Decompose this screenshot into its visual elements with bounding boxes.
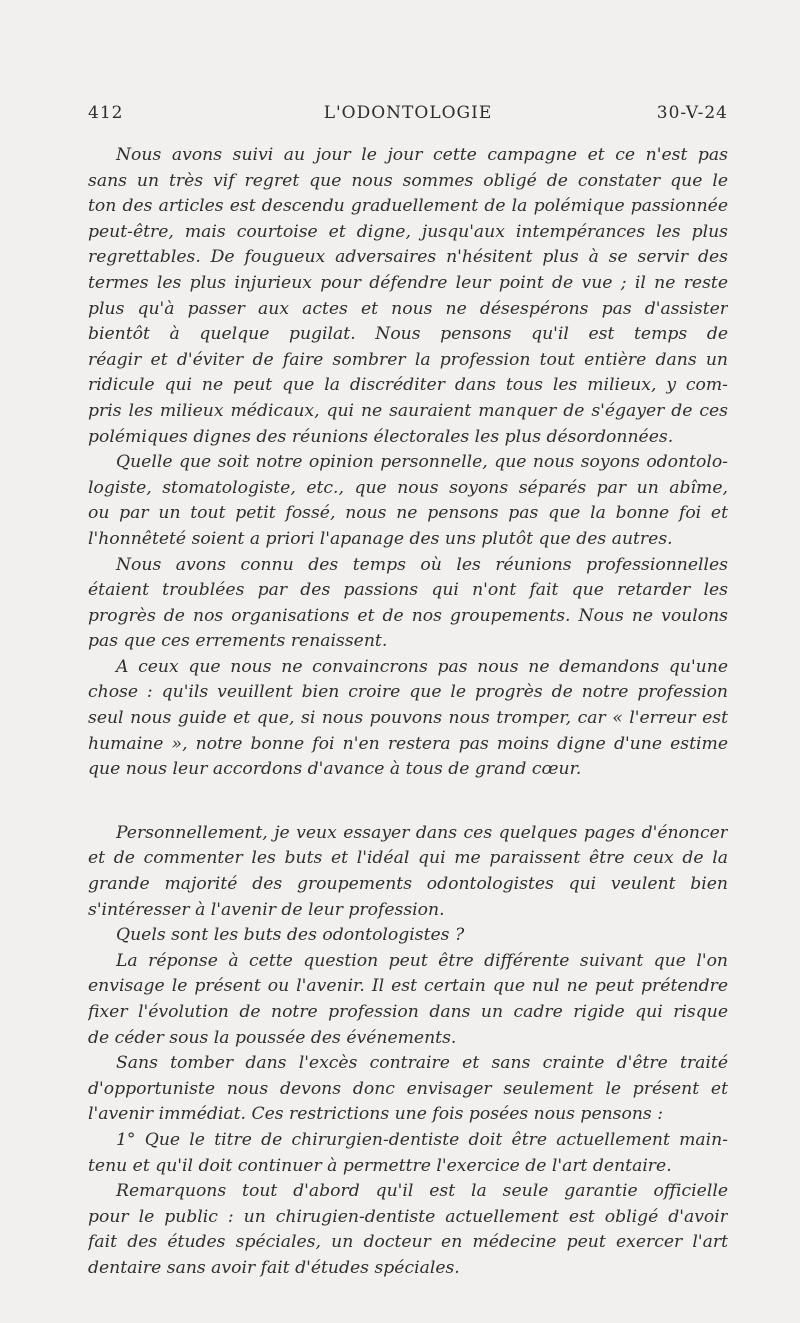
text-line: ou par un tout petit fossé, nous ne pensons pas que la bonne foi et: [88, 503, 728, 524]
text-line: logiste, stomatologiste, etc., que nous soyons séparés par un abîme,: [88, 477, 728, 498]
text-line: chose : qu'ils veuillent bien croire que le progrès de notre profession: [88, 682, 728, 703]
text-line: l'honnêteté soient a priori l'apanage des uns plutôt que des autres.: [88, 528, 673, 549]
text-line: Remarquons tout d'abord qu'il est la seule garantie officielle: [116, 1181, 728, 1202]
text-line: pris les milieux médicaux, qui ne sauraient manquer de s'égayer de ces: [88, 400, 728, 421]
text-line: que nous leur accordons d'avance à tous de grand cœur.: [88, 759, 582, 780]
text-line: bientôt à quelque pugilat. Nous pensons qu'il est temps de: [88, 324, 728, 345]
running-header: [88, 103, 728, 129]
section-break: [88, 783, 728, 821]
text-line: réagir et d'éviter de faire sombrer la profession tout entière dans un: [88, 349, 728, 370]
text-line: La réponse à cette question peut être différente suivant que l'on: [116, 950, 728, 971]
text-line: fixer l'évolution de notre profession dans un cadre rigide qui risque: [88, 1002, 728, 1022]
section-introduction: [88, 143, 728, 783]
text-line: pour le public : un chirugien-dentiste actuellement est obligé d'avoir: [88, 1206, 728, 1227]
text-line: pas que ces errements renaissent.: [88, 631, 388, 652]
text-line: Sans tomber dans l'excès contraire et sans crainte d'être traité: [116, 1053, 728, 1074]
text-line: seul nous guide et que, si nous pouvons nous tromper, car « l'erreur est: [88, 708, 728, 729]
text-line: Nous avons connu des temps où les réunions professionnelles: [116, 554, 728, 575]
text-line: grande majorité des groupements odontologistes qui veulent bien: [88, 874, 728, 895]
text-line: termes les plus injurieux pour défendre leur point de vue ; il ne reste: [88, 272, 728, 293]
text-line: progrès de nos organisations et de nos groupements. Nous ne voulons: [88, 605, 728, 626]
text-line: ridicule qui ne peut que la discréditer dans tous les milieux, y com-: [88, 375, 728, 396]
text-line: Nous avons suivi au jour le jour cette campagne et ce n'est pas: [116, 145, 728, 165]
text-line: ton des articles est descendu graduellement de la polémique passionnée: [88, 196, 728, 217]
text-line: et de commenter les buts et l'idéal qui me paraissent être ceux de la: [88, 848, 728, 869]
text-line: peut-être, mais courtoise et digne, jusqu'aux intempérances les plus: [88, 221, 728, 242]
text-line: envisage le présent ou l'avenir. Il est certain que nul ne peut prétendre: [88, 976, 728, 997]
text-line: l'avenir immédiat. Ces restrictions une fois posées nous pensons :: [88, 1104, 663, 1125]
page-number: 412: [88, 103, 124, 123]
text-line: Quelle que soit notre opinion personnelle, que nous soyons odontolo-: [116, 452, 728, 473]
text-line: humaine », notre bonne foi n'en restera pas moins digne d'une estime: [88, 733, 728, 754]
text-line: sans un très vif regret que nous sommes obligé de constater que le: [88, 170, 728, 191]
text-line: fait des études spéciales, un docteur en médecine peut exercer l'art: [88, 1232, 728, 1253]
journal-title: L'ODONTOLOGIE: [323, 103, 493, 123]
article-body: [88, 143, 728, 1282]
text-line: s'intéresser à l'avenir de leur profession.: [88, 899, 445, 920]
text-line: d'opportuniste nous devons donc envisager seulement le présent et: [88, 1078, 728, 1099]
issue-date: 30-V-24: [656, 103, 728, 123]
text-line: plus qu'à passer aux actes et nous ne désespérons pas d'assister: [88, 298, 728, 319]
text-line: dentaire sans avoir fait d'études spéciales.: [88, 1257, 460, 1278]
text-line: étaient troublées par des passions qui n'ont fait que retarder les: [88, 580, 728, 601]
text-line: de céder sous la poussée des événements.: [88, 1027, 457, 1048]
section-goals: [88, 821, 728, 1282]
text-line: polémiques dignes des réunions électorales les plus désordonnées.: [88, 426, 674, 447]
text-line: A ceux que nous ne convaincrons pas nous ne demandons qu'une: [116, 656, 728, 677]
text-line: Personnellement, je veux essayer dans ces quelques pages d'énoncer: [116, 822, 728, 843]
text-line: tenu et qu'il doit continuer à permettre l'exercice de l'art dentaire.: [88, 1155, 672, 1176]
text-line: regrettables. De fougueux adversaires n'hésitent plus à se servir des: [88, 247, 728, 268]
text-line: 1° Que le titre de chirurgien-dentiste doit être actuellement main-: [116, 1129, 728, 1150]
text-line: Quels sont les buts des odontologistes ?: [116, 925, 465, 946]
